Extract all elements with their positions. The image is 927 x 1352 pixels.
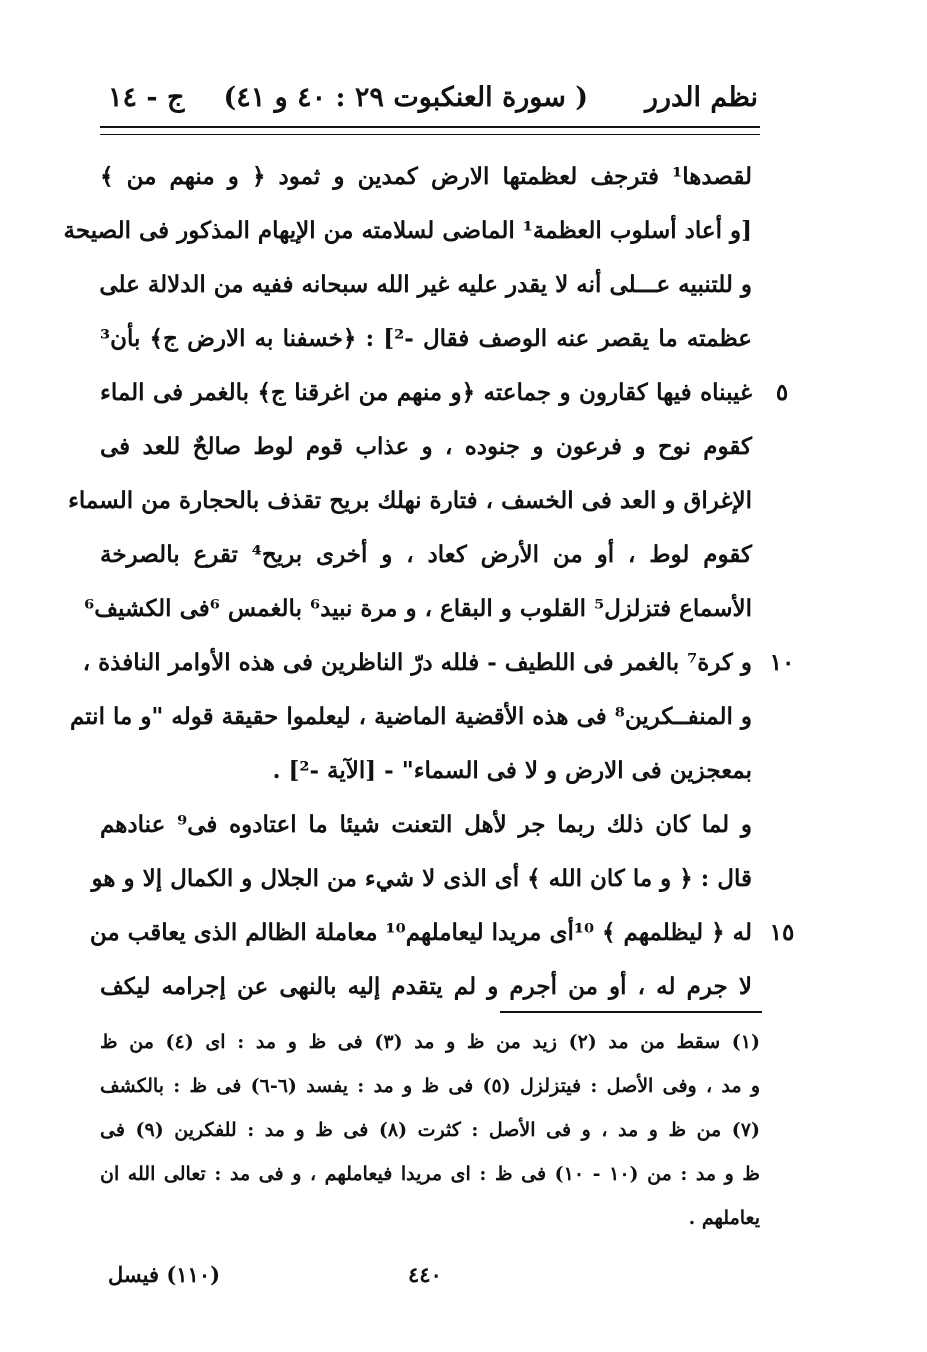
- line-number: ١٠: [769, 649, 795, 676]
- text-line: قال : ﴿ و ما كان الله ﴾ أى الذى لا شيء من الجلال و الكمال إلا و هو: [91, 865, 752, 892]
- text-line: الإغراق و العد فى الخسف ، فتارة نهلك بريح تقذف بالحجارة من السماء: [68, 487, 752, 514]
- line-number: [762, 744, 802, 798]
- line-number: [762, 798, 802, 852]
- line-number: [762, 258, 802, 312]
- footnote-line: ظ و مد : من (١٠ - ١٠) فى ظ : اى مريدا فيعاملهم ، و فى مد : تعالى الله ان: [100, 1163, 760, 1185]
- line-number: [762, 474, 802, 528]
- book-title: نظم الدرر: [644, 82, 758, 113]
- text-line: و للتنبيه عـــلى أنه لا يقدر عليه غير الله سبحانه ففيه من الدلالة على: [99, 271, 752, 298]
- line-number: [762, 204, 802, 258]
- footnotes: [100, 1020, 760, 1240]
- text-line: كقوم نوح و فرعون و جنوده ، و عذاب قوم لوط صالحٌ للعد فى: [100, 433, 752, 460]
- line-number-column: [762, 150, 802, 1014]
- running-header: [108, 72, 758, 124]
- header-rule: [100, 126, 760, 135]
- text-line: الأسماع فتزلزل⁵ القلوب و البقاع ، و مرة نبيد⁶ بالغمس ⁶فى الكشيف⁶: [84, 595, 752, 622]
- line-number: ٥: [775, 379, 789, 406]
- line-number: [762, 420, 802, 474]
- text-line: غيبناه فيها كقارون و جماعته ﴿و منهم من اغرقنا ج﴾ بالغمر فى الماء: [100, 379, 752, 406]
- line-number: ١٥: [769, 919, 795, 946]
- text-line: لقصدها¹ فترجف لعظمتها الارض كمدين و ثمود ﴿ و منهم من ﴾: [100, 163, 752, 190]
- line-number: [762, 528, 802, 582]
- chapter-reference: ( سورة العنكبوت ٢٩ : ٤٠ و ٤١): [223, 82, 588, 113]
- line-number: [762, 312, 802, 366]
- footnote-line: (١) سقط من مد (٢) زيد من ظ و مد (٣) فى ظ و مد : اى (٤) من ظ: [100, 1031, 760, 1053]
- line-number: [762, 150, 802, 204]
- page-number: ٤٤٠: [408, 1262, 442, 1287]
- footnote-line: يعاملهم .: [688, 1207, 760, 1229]
- line-number: [762, 960, 802, 1014]
- line-number: [762, 582, 802, 636]
- text-line: لا جرم له ، أو من أجرم و لم يتقدم إليه بالنهى عن إجرامه ليكف: [100, 973, 752, 1000]
- line-number: [762, 852, 802, 906]
- printer-signature: (١١٠) فيسل: [108, 1262, 221, 1287]
- line-number: [762, 690, 802, 744]
- text-line: بمعجزين فى الارض و لا فى السماء" - [الآية -²] .: [272, 757, 752, 784]
- text-line: و كرة⁷ بالغمر فى اللطيف - فلله درّ الناظرين فى هذه الأوامر النافذة ،: [82, 649, 752, 676]
- text-line: عظمته ما يقصر عنه الوصف فقال -²] : ﴿خسفنا به الارض ج﴾ بأن³: [100, 325, 752, 352]
- main-text: [63, 150, 752, 1014]
- text-line: له ﴿ ليظلمهم ﴾ ¹⁰أى مريدا ليعاملهم¹⁰ معاملة الظالم الذى يعاقب من: [89, 919, 752, 946]
- footnote-line: (٧) من ظ و مد ، و فى الأصل : كثرت (٨) فى ظ و مد : للفكرين (٩) فى: [100, 1119, 761, 1141]
- text-line: و المنفــكرين⁸ فى هذه الأقضية الماضية ، ليعلموا حقيقة قوله "و ما انتم: [69, 703, 752, 730]
- part-number: ج - ١٤: [108, 82, 185, 113]
- text-line: [و أعاد أسلوب العظمة¹ الماضى لسلامته من الإيهام المذكور فى الصيحة: [63, 217, 752, 244]
- text-line: كقوم لوط ، أو من الأرض كعاد ، و أخرى بريح⁴ تقرع بالصرخة: [100, 541, 752, 568]
- text-line: و لما كان ذلك ربما جر لأهل التعنت شيئا ما اعتادوه فى⁹ عنادهم: [100, 811, 752, 838]
- footnote-rule: [500, 1011, 762, 1013]
- footnote-line: و مد ، وفى الأصل : فيتزلزل (٥) فى ظ و مد : يفسد (٦-٦) فى ظ : بالكشف: [100, 1075, 760, 1097]
- page-footer: [108, 1262, 758, 1302]
